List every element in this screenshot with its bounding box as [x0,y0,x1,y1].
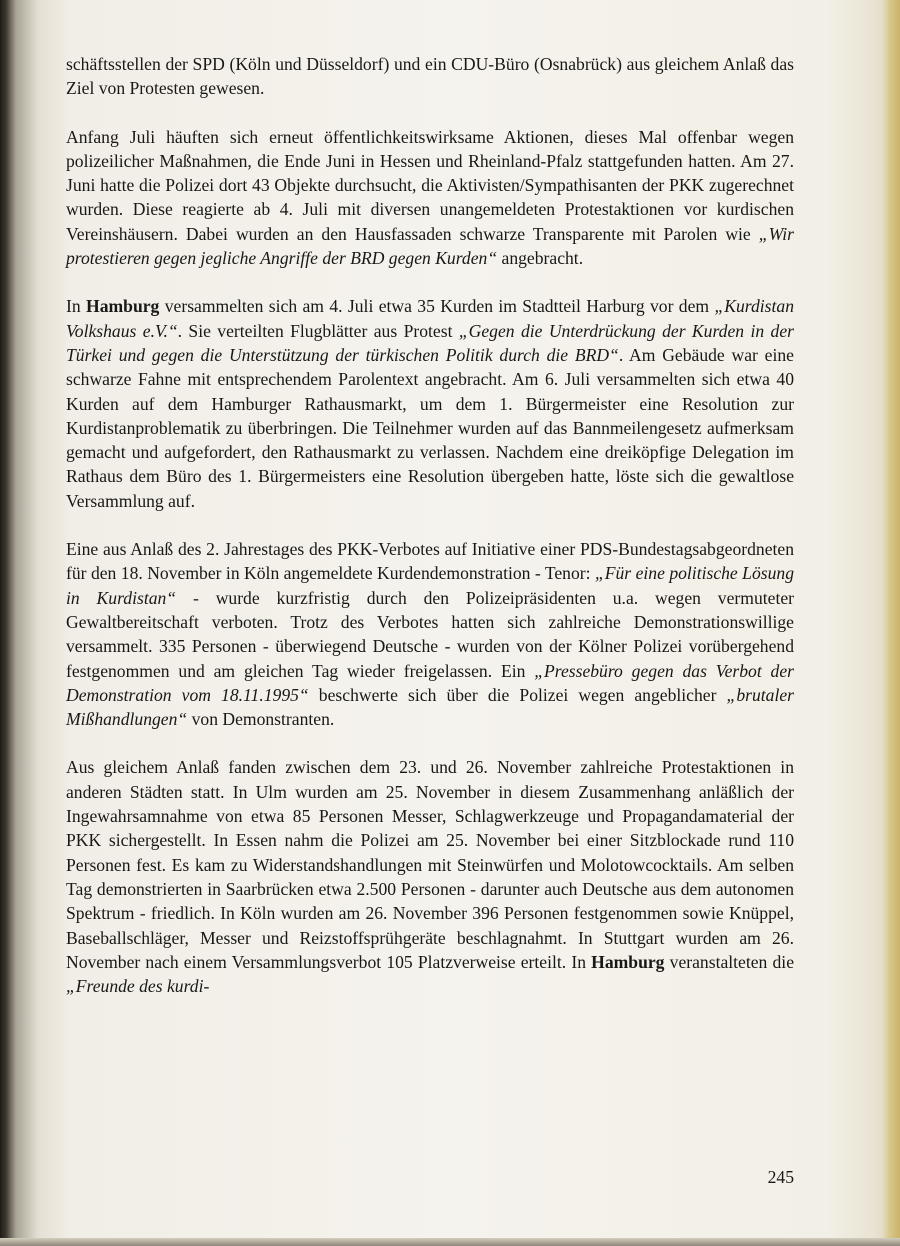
quoted-text: „Freunde des kurdi- [66,976,210,997]
page-body-text [66,52,794,998]
paragraph [66,755,794,998]
text-run: In [66,296,87,317]
text-run: angebracht. [497,248,584,269]
quoted-text: „brutaler Mißhandlungen“ [66,684,794,730]
quoted-text: „Wir protestieren gegen jegliche Angriffe der BRD gegen Kurden“ [66,223,794,269]
text-run: veranstalteten die [664,951,794,972]
text-run: beschwerte sich über die Polizei wegen angeblicher [308,684,727,705]
page-edge-bottom [0,1238,900,1246]
quoted-text: „Pressebüro gegen das Verbot der Demonstration vom 18.11.1995“ [66,660,794,705]
page-number: 245 [767,1167,794,1187]
text-run: . Am Gebäude war eine schwarze Fahne mit entsprechendem Parolentext angebracht. Am 6. Juli versammelten sich etwa 40 Kurden auf dem Hamburger Rathausmarkt, um dem 1. Bürgermeister eine Resolution zur Kurdistanproblematik zu überbringen. Die Teilnehmer wurden auf das Bannmeilengesetz aufmerksam gemacht und aufgefordert, den Rathausmarkt zu verlassen. Nachdem eine dreiköpfige Delegation im Rathaus dem Büro des 1. Bürgermeisters eine Resolution übergeben hatte, löste sich die gewaltlose Versammlung auf. [66,344,794,511]
quoted-text: „Kurdistan Volkshaus e.V.“ [66,296,794,341]
paragraph [66,52,794,101]
paragraph [66,125,794,271]
text-run: schäftsstellen der SPD (Köln und Düsseldorf) und ein CDU-Büro (Osnabrück) aus gleichem Anlaß das Ziel von Protesten gewesen. [66,54,794,99]
page-edge-right [882,0,900,1246]
text-run: - wurde kurzfristig durch den Polizeipräsidenten u.a. wegen vermuteter Gewaltbereitschaft verboten. Trotz des Verbotes hatten sich zahlreiche Demonstrationswillige versammelt. 335 Personen - überwiegend Deutsche - wurden von der Kölner Polizei vorübergehend festgenommen und am gleichen Tag wieder freigelassen. Ein [66,587,795,681]
emphasized-place-name: Hamburg [86,296,160,317]
paragraph [66,294,794,513]
quoted-text: „Gegen die Unterdrückung der Kurden in der Türkei und gegen die Unterstützung der türkischen Politik durch die BRD“ [66,320,794,365]
emphasized-place-name: Hamburg [591,951,665,972]
quoted-text: „Für eine politische Lösung in Kurdistan“ [66,563,794,608]
text-run: von Demonstranten. [187,709,335,730]
text-run: versammelten sich am 4. Juli etwa 35 Kurden im Stadtteil Harburg vor dem [159,296,715,317]
text-run: Anfang Juli häuften sich erneut öffentlichkeitswirksame Aktionen, dieses Mal offenbar wegen polizeilicher Maßnahmen, die Ende Juni in Hessen und Rheinland-Pfalz stattgefunden hatten. Am 27. Juni hatte die Polizei dort 43 Objekte durchsucht, die Aktivisten/Sympathisanten der PKK zugerechnet wurden. Diese reagierte ab 4. Juli mit diversen unangemeldeten Protestaktionen vor kurdischen Vereinshäusern. Dabei wurden an den Hausfassaden schwarze Transparente mit Parolen wie [66,126,794,244]
paragraph [66,537,794,731]
text-run: . Sie verteilten Flugblätter aus Protest [177,320,459,341]
text-run: Aus gleichem Anlaß fanden zwischen dem 23. und 26. November zahlreiche Protestaktionen in anderen Städten statt. In Ulm wurden am 25. November in diesem Zusammenhang anläßlich der Ingewahrsamnahme von etwa 85 Personen Messer, Schlagwerkzeuge und Propagandamaterial der PKK sichergestellt. In Essen nahm die Polizei am 25. November bei einer Sitzblockade rund 110 Personen fest. Es kam zu Widerstandshandlungen mit Steinwürfen und Molotowcocktails. Am selben Tag demonstrierten in Saarbrücken etwa 2.500 Personen - darunter auch Deutsche aus dem autonomen Spektrum - friedlich. In Köln wurden am 26. November 396 Personen festgenommen sowie Knüppel, Baseballschläger, Messer und Reizstoffsprühgeräte beschlagnahmt. In Stuttgart wurden am 26. November nach einem Versammlungsverbot 105 Platzverweise erteilt. In [66,757,794,972]
text-run: Eine aus Anlaß des 2. Jahrestages des PKK-Verbotes auf Initiative einer PDS-Bundestagsabgeordneten für den 18. November in Köln angemeldete Kurdendemonstration - Tenor: [66,539,794,584]
